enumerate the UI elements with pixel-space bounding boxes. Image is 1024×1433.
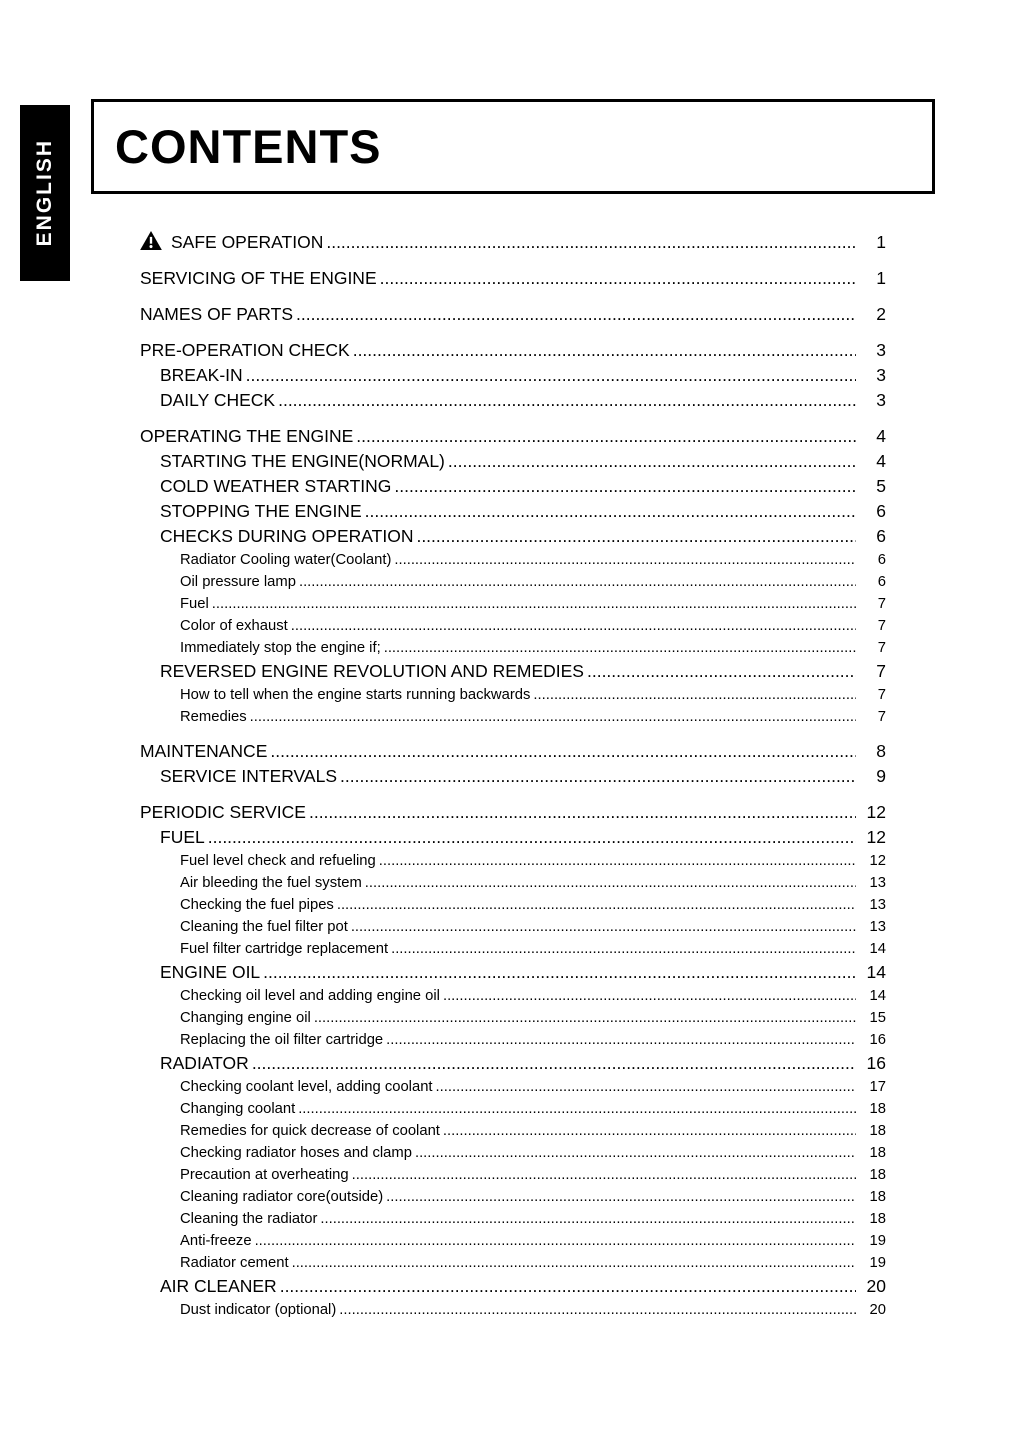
dot-leader xyxy=(353,338,856,363)
toc-entry-label: PERIODIC SERVICE xyxy=(140,802,306,822)
toc-entry-page: 6 xyxy=(876,526,886,546)
toc-entry-page: 7 xyxy=(877,709,886,725)
dot-leader xyxy=(280,1274,856,1299)
toc-entry-label: How to tell when the engine starts running backwards xyxy=(180,687,531,703)
toc-entry xyxy=(140,800,886,825)
toc-entry-label: PRE-OPERATION CHECK xyxy=(140,340,350,360)
toc-entry xyxy=(140,499,886,524)
toc-entry xyxy=(140,302,886,327)
toc-entry-label: Anti-freeze xyxy=(180,1233,252,1249)
dot-leader xyxy=(394,474,856,499)
toc-entry-label: AIR CLEANER xyxy=(160,1276,277,1296)
dot-leader xyxy=(212,593,856,615)
toc-entry-page: 16 xyxy=(869,1032,886,1048)
dot-leader xyxy=(394,549,856,571)
dot-leader xyxy=(533,684,856,706)
toc-entry-label: SAFE OPERATION xyxy=(171,232,324,252)
toc-entry-label: STOPPING THE ENGINE xyxy=(160,501,362,521)
toc-entry xyxy=(140,764,886,789)
toc-entry-label: Cleaning the radiator xyxy=(180,1211,318,1227)
toc-entry xyxy=(140,894,886,916)
toc-entry-page: 4 xyxy=(876,426,886,446)
dot-leader xyxy=(391,938,856,960)
toc-entry xyxy=(140,266,886,291)
toc-entry-page: 18 xyxy=(869,1167,886,1183)
toc-entry xyxy=(140,1051,886,1076)
toc-entry-label: Color of exhaust xyxy=(180,618,288,634)
dot-leader xyxy=(356,424,856,449)
toc-entry xyxy=(140,1098,886,1120)
toc-entry xyxy=(140,739,886,764)
toc-entry-page: 17 xyxy=(869,1079,886,1095)
toc-entry-page: 18 xyxy=(869,1101,886,1117)
toc-entry-page: 15 xyxy=(869,1010,886,1026)
toc-entry xyxy=(140,1029,886,1051)
toc-entry-page: 7 xyxy=(877,687,886,703)
toc-entry-page: 7 xyxy=(876,661,886,681)
toc-entry-page: 13 xyxy=(869,919,886,935)
dot-leader xyxy=(384,637,856,659)
toc-entry-page: 6 xyxy=(877,574,886,590)
toc-entry-label: Remedies for quick decrease of coolant xyxy=(180,1123,440,1139)
dot-leader xyxy=(386,1186,856,1208)
toc-entry-label: Checking radiator hoses and clamp xyxy=(180,1145,412,1161)
page-title: CONTENTS xyxy=(115,120,382,173)
dot-leader xyxy=(208,825,856,850)
toc-entry xyxy=(140,1230,886,1252)
dot-leader xyxy=(587,659,856,684)
toc-entry xyxy=(140,549,886,571)
toc-entry-label: SERVICE INTERVALS xyxy=(160,766,338,786)
dot-leader xyxy=(415,1142,856,1164)
toc-entry-page: 19 xyxy=(869,1255,886,1271)
dot-leader xyxy=(337,894,856,916)
toc-entry-page: 12 xyxy=(869,853,886,869)
toc-entry xyxy=(140,1120,886,1142)
toc-entry-label: Changing coolant xyxy=(180,1101,296,1117)
toc-entry xyxy=(140,593,886,615)
toc-entry-label: Dust indicator (optional) xyxy=(180,1302,337,1318)
language-tab xyxy=(20,105,70,281)
toc-entry xyxy=(140,637,886,659)
dot-leader xyxy=(436,1076,856,1098)
toc-entry-page: 3 xyxy=(876,390,886,410)
toc-entry xyxy=(140,1164,886,1186)
dot-leader xyxy=(416,524,856,549)
toc-entry-label: COLD WEATHER STARTING xyxy=(160,476,392,496)
toc-entry-label: DAILY CHECK xyxy=(160,390,276,410)
toc-entry-label: Cleaning radiator core(outside) xyxy=(180,1189,384,1205)
dot-leader xyxy=(250,706,856,728)
dot-leader xyxy=(278,388,856,413)
toc-entry xyxy=(140,229,886,255)
toc-entry-label: Fuel filter cartridge replacement xyxy=(180,941,389,957)
dot-leader xyxy=(339,1299,856,1321)
toc-entry-label: FUEL xyxy=(160,827,205,847)
toc-entry xyxy=(140,916,886,938)
language-tab-label: ENGLISH xyxy=(33,139,56,247)
toc-entry xyxy=(140,1299,886,1321)
toc-entry-label: Checking the fuel pipes xyxy=(180,897,334,913)
toc-entry-page: 20 xyxy=(869,1302,886,1318)
toc-entry xyxy=(140,449,886,474)
toc-entry-page: 9 xyxy=(876,766,886,786)
toc-entry xyxy=(140,615,886,637)
toc-entry-page: 20 xyxy=(866,1276,886,1296)
toc-entry-label: STARTING THE ENGINE(NORMAL) xyxy=(160,451,445,471)
toc-entry-page: 16 xyxy=(866,1053,886,1073)
toc-entry xyxy=(140,872,886,894)
toc-entry-label: Checking coolant level, adding coolant xyxy=(180,1079,433,1095)
toc-entry-label: SERVICING OF THE ENGINE xyxy=(140,268,377,288)
toc-entry-page: 1 xyxy=(876,232,886,252)
toc-entry-page: 19 xyxy=(869,1233,886,1249)
dot-leader xyxy=(443,985,856,1007)
toc-entry xyxy=(140,363,886,388)
toc-entry-label: BREAK-IN xyxy=(160,365,243,385)
toc-entry-label: Precaution at overheating xyxy=(180,1167,349,1183)
toc-entry xyxy=(140,1252,886,1274)
dot-leader xyxy=(298,1098,856,1120)
toc-entry xyxy=(140,1274,886,1299)
toc-entry-label: Cleaning the fuel filter pot xyxy=(180,919,348,935)
toc-entry-page: 6 xyxy=(876,501,886,521)
toc-entry-label: Replacing the oil filter cartridge xyxy=(180,1032,384,1048)
toc-entry-label: ENGINE OIL xyxy=(160,962,261,982)
toc-entry-label: MAINTENANCE xyxy=(140,741,268,761)
toc-entry-page: 7 xyxy=(877,618,886,634)
dot-leader xyxy=(320,1208,856,1230)
toc-entry xyxy=(140,706,886,728)
dot-leader xyxy=(263,960,856,985)
toc-entry-page: 14 xyxy=(869,941,886,957)
toc-entry-page: 3 xyxy=(876,365,886,385)
table-of-contents xyxy=(140,218,886,1321)
toc-entry xyxy=(140,388,886,413)
toc-entry-label: OPERATING THE ENGINE xyxy=(140,426,354,446)
dot-leader xyxy=(365,499,856,524)
toc-entry-page: 6 xyxy=(877,552,886,568)
toc-entry-page: 18 xyxy=(869,1145,886,1161)
toc-entry-page: 7 xyxy=(877,640,886,656)
toc-entry-page: 14 xyxy=(866,962,886,982)
toc-entry-page: 18 xyxy=(869,1123,886,1139)
dot-leader xyxy=(270,739,856,764)
toc-entry-label: Oil pressure lamp xyxy=(180,574,296,590)
dot-leader xyxy=(309,800,856,825)
dot-leader xyxy=(296,302,856,327)
dot-leader xyxy=(255,1230,856,1252)
toc-entry-page: 1 xyxy=(876,268,886,288)
toc-entry-page: 8 xyxy=(876,741,886,761)
contents-header xyxy=(91,99,935,194)
toc-entry-label: RADIATOR xyxy=(160,1053,249,1073)
dot-leader xyxy=(299,571,856,593)
toc-entry xyxy=(140,524,886,549)
toc-entry xyxy=(140,960,886,985)
toc-entry xyxy=(140,1076,886,1098)
toc-entry-page: 13 xyxy=(869,875,886,891)
toc-entry-page: 14 xyxy=(869,988,886,1004)
toc-entry xyxy=(140,938,886,960)
toc-entry xyxy=(140,659,886,684)
toc-entry xyxy=(140,1007,886,1029)
toc-entry-page: 5 xyxy=(876,476,886,496)
dot-leader xyxy=(340,764,856,789)
toc-entry xyxy=(140,424,886,449)
warning-triangle-icon xyxy=(140,231,162,257)
dot-leader xyxy=(448,449,856,474)
toc-entry xyxy=(140,985,886,1007)
dot-leader xyxy=(326,230,856,255)
dot-leader xyxy=(351,916,856,938)
dot-leader xyxy=(443,1120,856,1142)
toc-entry xyxy=(140,850,886,872)
toc-entry-label: Radiator Cooling water(Coolant) xyxy=(180,552,392,568)
toc-entry xyxy=(140,1142,886,1164)
toc-entry-label: NAMES OF PARTS xyxy=(140,304,293,324)
toc-entry-label: Immediately stop the engine if; xyxy=(180,640,381,656)
toc-entry-page: 18 xyxy=(869,1211,886,1227)
dot-leader xyxy=(314,1007,856,1029)
toc-entry-page: 12 xyxy=(866,802,886,822)
dot-leader xyxy=(292,1252,856,1274)
toc-entry-page: 7 xyxy=(877,596,886,612)
toc-entry-label: CHECKS DURING OPERATION xyxy=(160,526,414,546)
toc-entry-page: 4 xyxy=(876,451,886,471)
toc-entry-page: 2 xyxy=(876,304,886,324)
toc-entry-label: REVERSED ENGINE REVOLUTION AND REMEDIES xyxy=(160,661,584,681)
dot-leader xyxy=(252,1051,856,1076)
toc-entry-label: Checking oil level and adding engine oil xyxy=(180,988,440,1004)
toc-entry xyxy=(140,1186,886,1208)
toc-entry xyxy=(140,684,886,706)
toc-entry xyxy=(140,1208,886,1230)
toc-entry-page: 18 xyxy=(869,1189,886,1205)
toc-entry-page: 3 xyxy=(876,340,886,360)
toc-entry-label: Changing engine oil xyxy=(180,1010,311,1026)
toc-entry-label: Air bleeding the fuel system xyxy=(180,875,362,891)
dot-leader xyxy=(246,363,856,388)
dot-leader xyxy=(386,1029,856,1051)
dot-leader xyxy=(365,872,856,894)
dot-leader xyxy=(380,266,856,291)
toc-entry-label: Fuel xyxy=(180,596,209,612)
toc-entry-label: Fuel level check and refueling xyxy=(180,853,376,869)
toc-entry-page: 13 xyxy=(869,897,886,913)
dot-leader xyxy=(352,1164,856,1186)
toc-entry xyxy=(140,825,886,850)
toc-entry-page: 12 xyxy=(866,827,886,847)
toc-entry xyxy=(140,338,886,363)
toc-entry-label: Radiator cement xyxy=(180,1255,289,1271)
toc-entry xyxy=(140,571,886,593)
toc-entry-label: Remedies xyxy=(180,709,247,725)
dot-leader xyxy=(379,850,856,872)
toc-entry xyxy=(140,474,886,499)
dot-leader xyxy=(291,615,856,637)
